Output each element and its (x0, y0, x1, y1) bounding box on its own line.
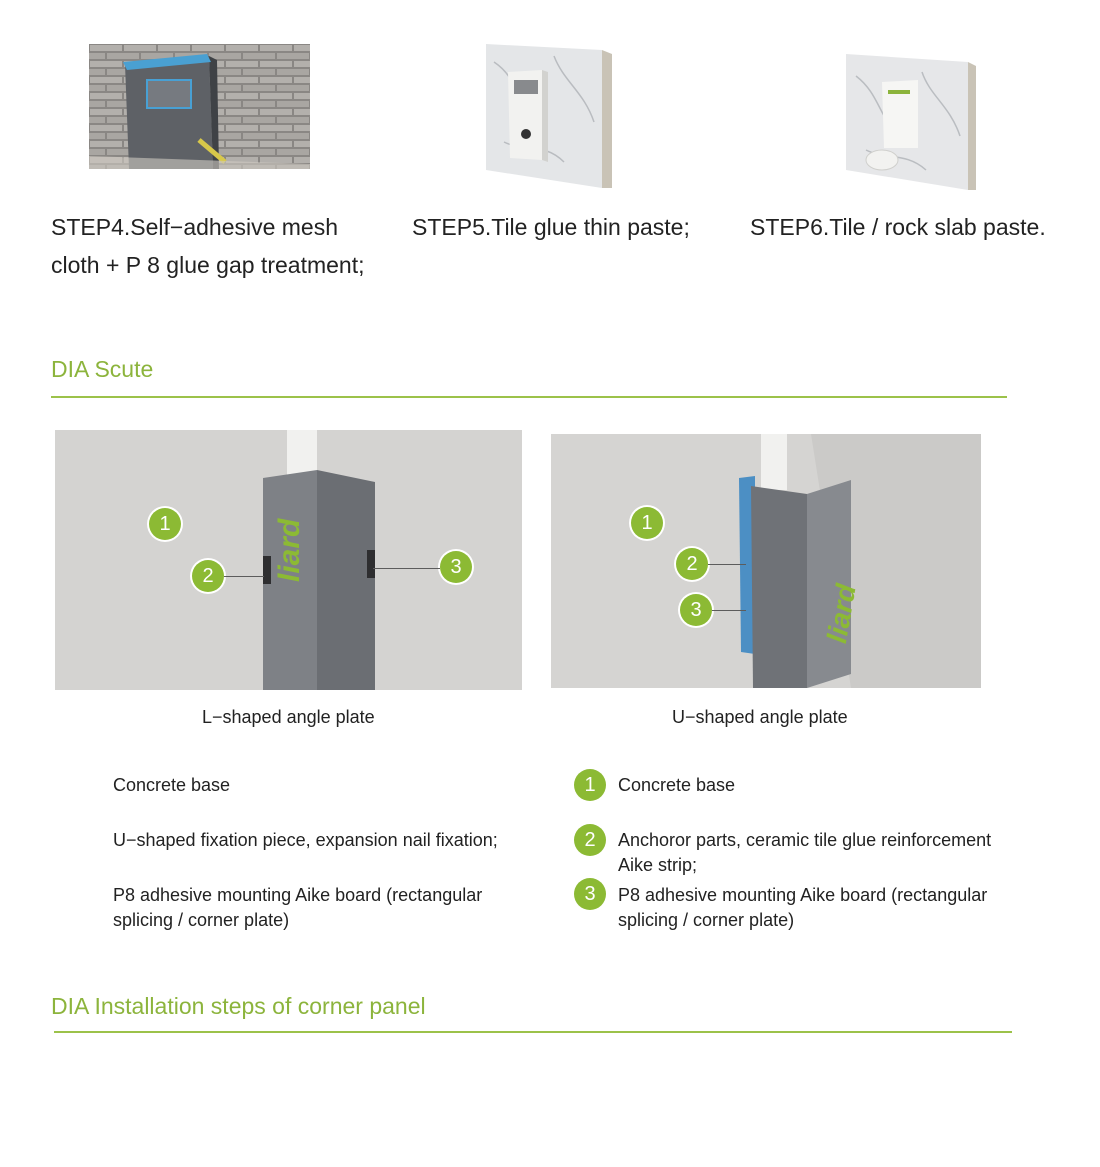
legend-left-item-3-line1: P8 adhesive mounting Aike board (rectangular (113, 885, 483, 905)
legend-left-item-1: Concrete base (113, 775, 231, 795)
step6-image (842, 52, 980, 192)
u-plate-marker-3: 3 (680, 594, 712, 626)
legend-right-item-3-line1: P8 adhesive mounting Aike board (rectangular (618, 885, 988, 905)
marble-wall-illustration (484, 42, 614, 190)
legend-right-badge-2: 2 (574, 824, 606, 856)
scute-section-rule (51, 396, 1007, 398)
u-plate-marker-1: 1 (631, 507, 663, 539)
u-plate-caption: U−shaped angle plate (672, 707, 848, 727)
installation-section-rule (54, 1031, 1012, 1033)
legend-left-item-2: U−shaped fixation piece, expansion nail fixation; (113, 830, 498, 850)
installation-section-title: DIA Installation steps of corner panel (51, 993, 426, 1019)
u-shaped-plate-photo (551, 434, 981, 688)
legend-right-item-3-line2: splicing / corner plate) (618, 910, 795, 930)
l-plate-marker-1: 1 (149, 508, 181, 540)
legend-right-badge-1: 1 (574, 769, 606, 801)
step6-caption: STEP6.Tile / rock slab paste. (750, 214, 1046, 240)
u-plate-illustration (551, 434, 981, 688)
legend-right-item-2-line2: Aike strip; (618, 855, 698, 875)
step5-caption: STEP5.Tile glue thin paste; (412, 214, 690, 240)
u-plate-leader-3 (712, 610, 746, 611)
legend-left-item-3-line2: splicing / corner plate) (113, 910, 290, 930)
l-plate-leader-3 (373, 568, 440, 569)
step4-image (89, 44, 310, 169)
l-plate-leader-2 (224, 576, 264, 577)
step4-caption-line2: cloth + P 8 glue gap treatment; (51, 252, 365, 278)
l-shaped-plate-photo (55, 430, 522, 690)
legend-right-badge-3: 3 (574, 878, 606, 910)
step5-image (484, 42, 614, 190)
l-plate-marker-2: 2 (192, 560, 224, 592)
l-plate-brand-logo: liard (273, 518, 306, 582)
toilet-wall-illustration (842, 52, 980, 192)
u-plate-leader-2 (708, 564, 746, 565)
u-plate-brand-logo: liard (821, 581, 862, 646)
legend-right-item-2-line1: Anchoror parts, ceramic tile glue reinforcement (618, 830, 992, 850)
l-plate-caption: L−shaped angle plate (202, 707, 375, 727)
brick-wall-illustration (89, 44, 310, 169)
scute-section-title: DIA Scute (51, 356, 154, 382)
u-plate-marker-2: 2 (676, 548, 708, 580)
l-plate-marker-3: 3 (440, 551, 472, 583)
step4-caption-line1: STEP4.Self−adhesive mesh (51, 214, 339, 240)
legend-right-item-1: Concrete base (618, 775, 736, 795)
